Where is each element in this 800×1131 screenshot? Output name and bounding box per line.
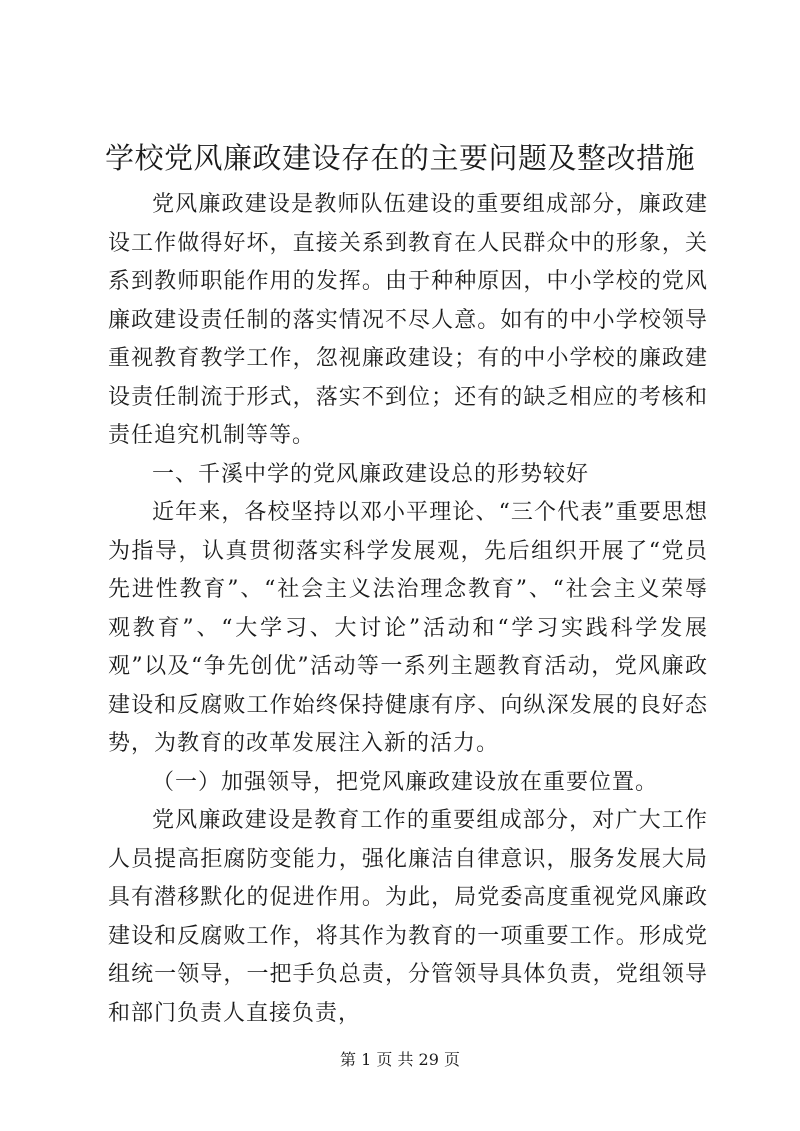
paragraph-intro: 党风廉政建设是教师队伍建设的重要组成部分，廉政建设工作做得好坏，直接关系到教育在人民群众中的形象，关系到教师职能作用的发挥。由于种种原因，中小学校的党风廉政建设责任制的落实情况不尽人意。如有的中小学校领导重视教育教学工作，忽视廉政建设；有的中小学校的廉政建设责任制流于形式，落实不到位；还有的缺乏相应的考核和责任追究机制等等。	[108, 192, 708, 448]
page-number-footer: 第 1 页 共 29 页	[340, 1050, 460, 1069]
document-body	[108, 186, 708, 1033]
document-title: 学校党风廉政建设存在的主要问题及整改措施	[104, 141, 695, 175]
subsection-heading-1: （一）加强领导，把党风廉政建设放在重要位置。	[152, 769, 659, 795]
paragraph-situation: 近年来，各校坚持以邓小平理论、“三个代表”重要思想为指导，认真贯彻落实科学发展观，先后组织开展了“党员先进性教育”、“社会主义法治理念教育”、“社会主义荣辱观教育”、“大学习、大讨论”活动和“学习实践科学发展观”以及“争先创优”活动等一系列主题教育活动，党风廉政建设和反腐败工作始终保持健康有序、向纵深发展的良好态势，为教育的改革发展注入新的活力。	[108, 500, 708, 756]
paragraph-leadership: 党风廉政建设是教育工作的重要组成部分，对广大工作人员提高拒腐防变能力，强化廉洁自律意识，服务发展大局具有潜移默化的促进作用。为此，局党委高度重视党风廉政建设和反腐败工作，将其作为教育的一项重要工作。形成党组统一领导，一把手负总责，分管领导具体负责，党组领导和部门负责人直接负责，	[108, 808, 708, 1026]
section-heading-1: 一、千溪中学的党风廉政建设总的形势较好	[152, 461, 590, 487]
